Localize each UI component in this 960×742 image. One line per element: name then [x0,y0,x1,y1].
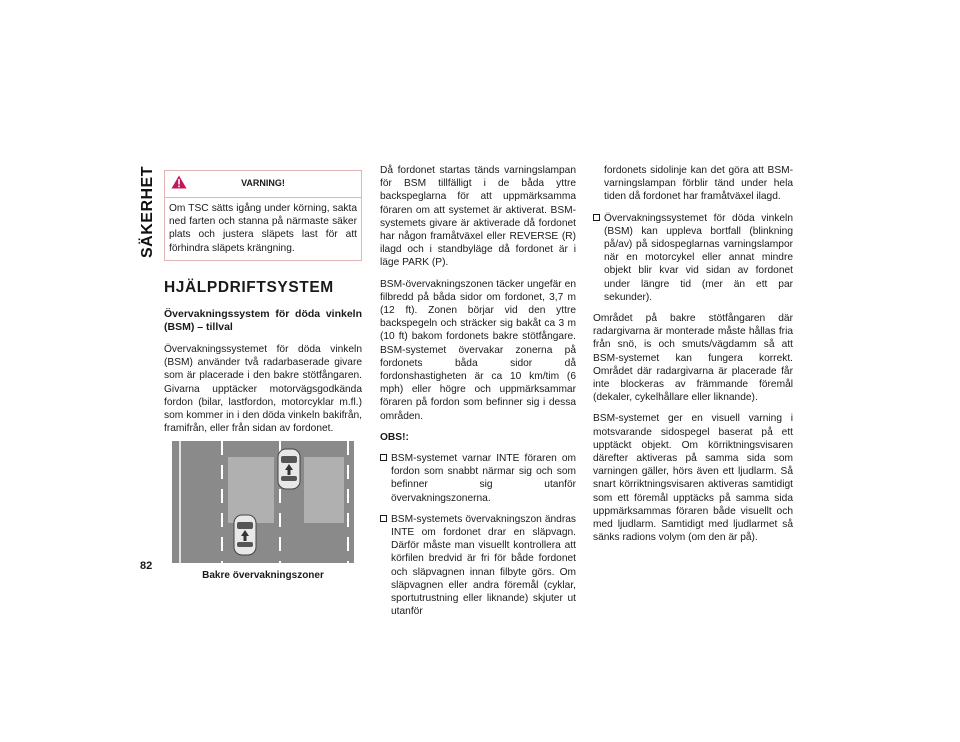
page-number: 82 [140,560,153,572]
bullet-continuation: fordonets sidolinje kan det göra att BSM-varningslampan förblir tänd under hela tiden då fordonet har framåtväxel ilagd. [604,165,793,203]
note-label: OBS!: [380,431,409,443]
road-illustration [172,441,354,563]
warning-triangle-icon [171,175,187,189]
bullet-item [380,452,576,505]
column-1 [164,170,362,583]
zone-left [228,457,274,523]
column-3 [593,164,793,552]
paragraph-startup: Då fordonet startas tänds varningslampan för BSM tillfälligt i de båda yttre backspeglarna för att uppmärksamma föraren om att systemet är aktiverat. BSM-systemets givare är aktiverade då fordonet har någon framåtväxel eller REVERSE (R) ilagd och i standbyläge då fordonet är i läge PARK (P). [380,165,576,269]
zone-right [304,457,344,523]
chapter-tab [138,165,158,259]
section-title: HJÄLPDRIFTSYSTEM [164,278,334,296]
bullet-square-icon [593,214,600,221]
bullet-square-icon [380,515,387,522]
warning-title: VARNING! [241,178,285,189]
paragraph-warning: BSM-systemet ger en visuell varning i motsvarande sidospegel baserat på ett upptäckt objekt. Om körriktningsvisaren därefter aktiveras på samma sida som varningen gäller, hörs även ett ljudlarm. Så snart körriktningsvisaren aktiveras samtidigt som ett föremål upptäcks på samma sida uppmärksammas föraren både visuellt och med ljudlarm. Samtidigt med ljudlarmet så sänks radions volym (om den är på). [593,413,793,544]
bullet-square-icon [380,454,387,461]
figure-caption: Bakre övervakningszoner [202,570,324,582]
bullet-text: BSM-systemet varnar INTE föraren om fordon som snabbt närmar sig och som befinner sig utanför övervakningszonerna. [391,453,576,504]
column-2 [380,164,576,627]
subsection-title: Övervakningssystem för döda vinkeln (BSM) – tillval [164,308,362,334]
bullet-item [380,513,576,619]
paragraph-sensors: Området på bakre stötfångaren där radargivarna är monterade måste hållas fria från snö, is och smuts/vägdamm så att BSM-systemet kan fungera korrekt. Området där radargivarna är placerade får inte blockeras av främmande föremål (dekaler, cykelhållare eller liknande). [593,313,793,404]
warning-text: Om TSC sätts igång under körning, sakta ned farten och stanna på närmaste säker plats och justera släpets last för att förhindra släpets krängning. [165,197,361,260]
paragraph-zone: BSM-övervakningszonen täcker ungefär en filbredd på båda sidor om fordonet, 3,7 m (12 ft). Zonen börjar vid den yttre backspegeln och sträcker sig bakåt ca 3 m (10 ft) bakom fordonets bakre stötfångare. BSM-systemet övervakar zonerna på fordonets båda sidor då fordonshastigheten är ca 10 km/tim (6 mph) eller högre och uppmärksammar föraren på fordon som befinner sig i dessa områden. [380,278,576,422]
car-main [278,449,300,489]
bullet-text: BSM-systemets övervakningszon ändras INTE om fordonet drar en släpvagn. Därför måste man visuellt kontrollera att körfilen bredvid är fri för både fordonet och släpvagnen innan filbyte görs. Om släpvagnen eller andra föremål (cyklar, sportutrustning eller liknande) skjuter ut utanför [391,513,576,618]
chapter-tab-label: SÄKERHET [139,165,156,259]
car-approaching [234,515,256,555]
bullet-item [593,212,793,304]
intro-paragraph: Övervakningssystemet för döda vinkeln (BSM) använder två radarbaserade givare som är placerade i den bakre stötfångaren. Givarna upptäcker motorvägsgodkända fordon (bilar, lastfordon, motorcyklar m.fl.) som kommer in i den döda vinkeln bakifrån, framifrån, eller från sidan av fordonet. [164,344,362,435]
warning-box [164,170,362,261]
warning-header [165,171,361,197]
bullet-text: Övervakningssystemet för döda vinkeln (BSM) kan uppleva bortfall (blinkning på/av) på sidospeglarnas varningslampor när en motorcykel eller annat mindre objekt blir kvar vid sidan av fordonet under längre tid (mer än ett par sekunder). [604,212,793,303]
blind-spot-figure [172,441,354,563]
